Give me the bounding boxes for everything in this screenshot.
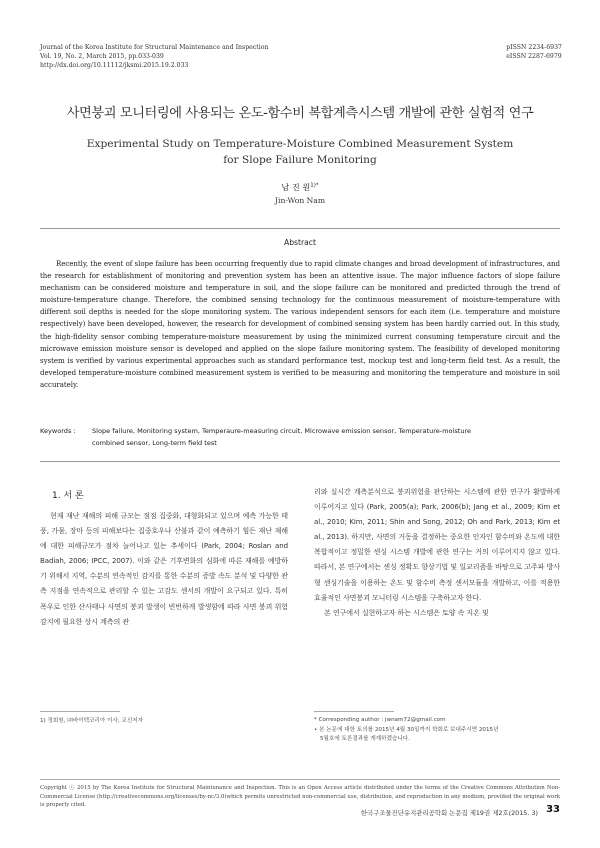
- journal-volume: Vol. 19, No. 2, March 2015, pp.033-039: [40, 52, 164, 60]
- page-number: 33: [546, 804, 560, 815]
- discussion-note: • 본 논문에 대한 토의를 2015년 4월 30일까지 학회로 보내주시면 2015년: [314, 726, 499, 733]
- title-english: [0, 136, 600, 168]
- body-paragraph: 본 연구에서 실현하고자 하는 시스템은 토양 속 지온 및: [324, 607, 489, 617]
- eissn: eISSN 2287-6979: [506, 52, 562, 60]
- body-paragraph: 리와 실시간 계측분석으로 붕괴위험을 판단하는 시스템에 관한 연구가 활발하게 이루어지고 있다 (Park, 2005(a); Park, 2006(b); Jang et al., 2009; Kim et al., 2010; Kim, 2011; Shin and Song, 2012; Oh and Park, 2013; Kim et al., 2013). 하지만, 사면의 거동을 결정하는 중요한 인자인 함수비와 온도에 대한 복합적이고 정밀한 센싱 시스템 개발에 관한 연구는 거의 이루어지지 않고 있다. 따라서, 본 연구에서는 센싱 정확도 향상기법 및 일교리즘을 바탕으로 고주파 방사형 센싱기술을 이용하는 온도 및 함수비 측정 센서모듈을 개발하고, 이를 적용한 효율적인 사면붕괴 모니터링 시스템을 구축하고자 한다.: [314, 487, 560, 602]
- issn-block: [506, 44, 562, 62]
- author-english: Jin-Won Nam: [274, 196, 326, 205]
- footer-journal: 한국구조물진단유지관리공학회 논문집 제19권 제2호(2015. 3): [360, 809, 538, 817]
- footnote-divider: [314, 711, 394, 712]
- left-column: [40, 508, 288, 629]
- footnote-author: 1) 정회원, ㈜바이텍코리아 이사, 교신저자: [40, 718, 144, 724]
- footnote-divider: [40, 711, 120, 712]
- journal-meta: [40, 44, 268, 70]
- corresponding-author: * Corresponding author : jwnam72@gmail.com: [314, 717, 446, 723]
- keywords-line2: combined sensor, Long-term field test: [92, 438, 217, 447]
- footnote-correspondence: [314, 716, 560, 745]
- pissn: pISSN 2234-6937: [506, 44, 562, 51]
- keywords-line1: Slope failure, Monitoring system, Temperaure-measuring circuit, Microwave emission sensor, Temperature-moisture: [92, 427, 472, 435]
- author-mark: 1)*: [310, 182, 319, 189]
- body-paragraph: 현재 재난 재해의 피해 규모는 점점 집중화, 대형화되고 있으며 예측 가능한 태풍, 가뭄, 장마 등의 피해보다는 집중호우나 산불과 같이 예측하기 힘든 재난 재해에 대한 피해규모가 점차 늘어나고 있는 추세이다 (Park, 2004; Roslan and Badiah, 2006; IPCC, 2007). 이와 같은 기후변화의 심화에 따른 재해를 예방하기 위해서 지역, 수분의 연속적인 감지를 통한 수분의 증발 속도 분석 및 다양한 관측 지점을 연속적으로 관리할 수 있는 고감도 센서의 개발이 요구되고 있다. 특히 폭우로 인한 산사태나 사면의 붕괴 발생이 빈번하게 발생함에 따라 사면 붕괴 위험 감지에 필요한 상시 계측의 관: [40, 511, 288, 626]
- abstract-text: Recently, the event of slope failure has been occurring frequently due to rapid climate changes and broad development of infrastructures, and the research for establishment of monitoring and prevention system has been an attentive issue. The major influence factors of slope failure mechanism can be considered moisture and temperature in soil, and the slope failure can be monitored and predicted through the trend of moisture-temperature change. Therefore, the combined sensing technology for the continuous measurement of moisture-temperature with different soil depths is needed for the slope monitoring system. The various independent sensors for each item (i.e. temperature and moisture respectively) have been developed, however, the research for development of combined sensing system has been hardly carried out. In this study, the high-fidelity sensor combing temperature-moisture measurement by using the minimized current consuming temperature circuit and the microwave emission moisture sensor is developed and applied on the slope failure monitoring system. The feasibility of developed monitoring system is verified by various experimental approaches such as standard performance test, mockup test and long-term field test. As a result, the developed temperature-moisture combined measurement system is verified to be measuring and monitoring the temperature and moisture in soil accurately.: [40, 259, 560, 389]
- title-english-line1: Experimental Study on Temperature-Moisture Combined Measurement System: [86, 138, 514, 150]
- abstract-heading: Abstract: [284, 238, 316, 247]
- author-korean-name: 남 진 원: [281, 182, 311, 192]
- right-column: [314, 484, 560, 620]
- keywords-label: Keywords :: [40, 427, 76, 435]
- author-korean: [0, 182, 600, 193]
- copyright-notice: Copyright ⓒ 2015 by The Korea Institute for Structural Maintenance and Inspection. This is an Open Access article distributed under the terms of the Creative Commons Attribution Non-Commercial License (http://creativecommons.org/licenses/by-nc/3.0)which permits unrestricted non-commercial use, distribution, and reproduction in any medium, provided the original work is properly cited.: [40, 785, 560, 809]
- section-heading: 1. 서 론: [52, 491, 84, 501]
- doi-link[interactable]: http://dx.doi.org/10.11112/jksmi.2015.19.2.033: [40, 61, 189, 69]
- keywords: [40, 426, 560, 449]
- title-english-line2: for Slope Failure Monitoring: [223, 154, 377, 166]
- copyright-divider: [40, 779, 560, 780]
- journal-name: Journal of the Korea Institute for Structural Maintenance and Inspection: [40, 44, 269, 51]
- title-korean: 사면붕괴 모니터링에 사용되는 온도-함수비 복합계측시스템 개발에 관한 실험적 연구: [66, 106, 534, 121]
- discussion-note-cont: 5월호에 토론결과를 게재하겠습니다.: [320, 736, 410, 742]
